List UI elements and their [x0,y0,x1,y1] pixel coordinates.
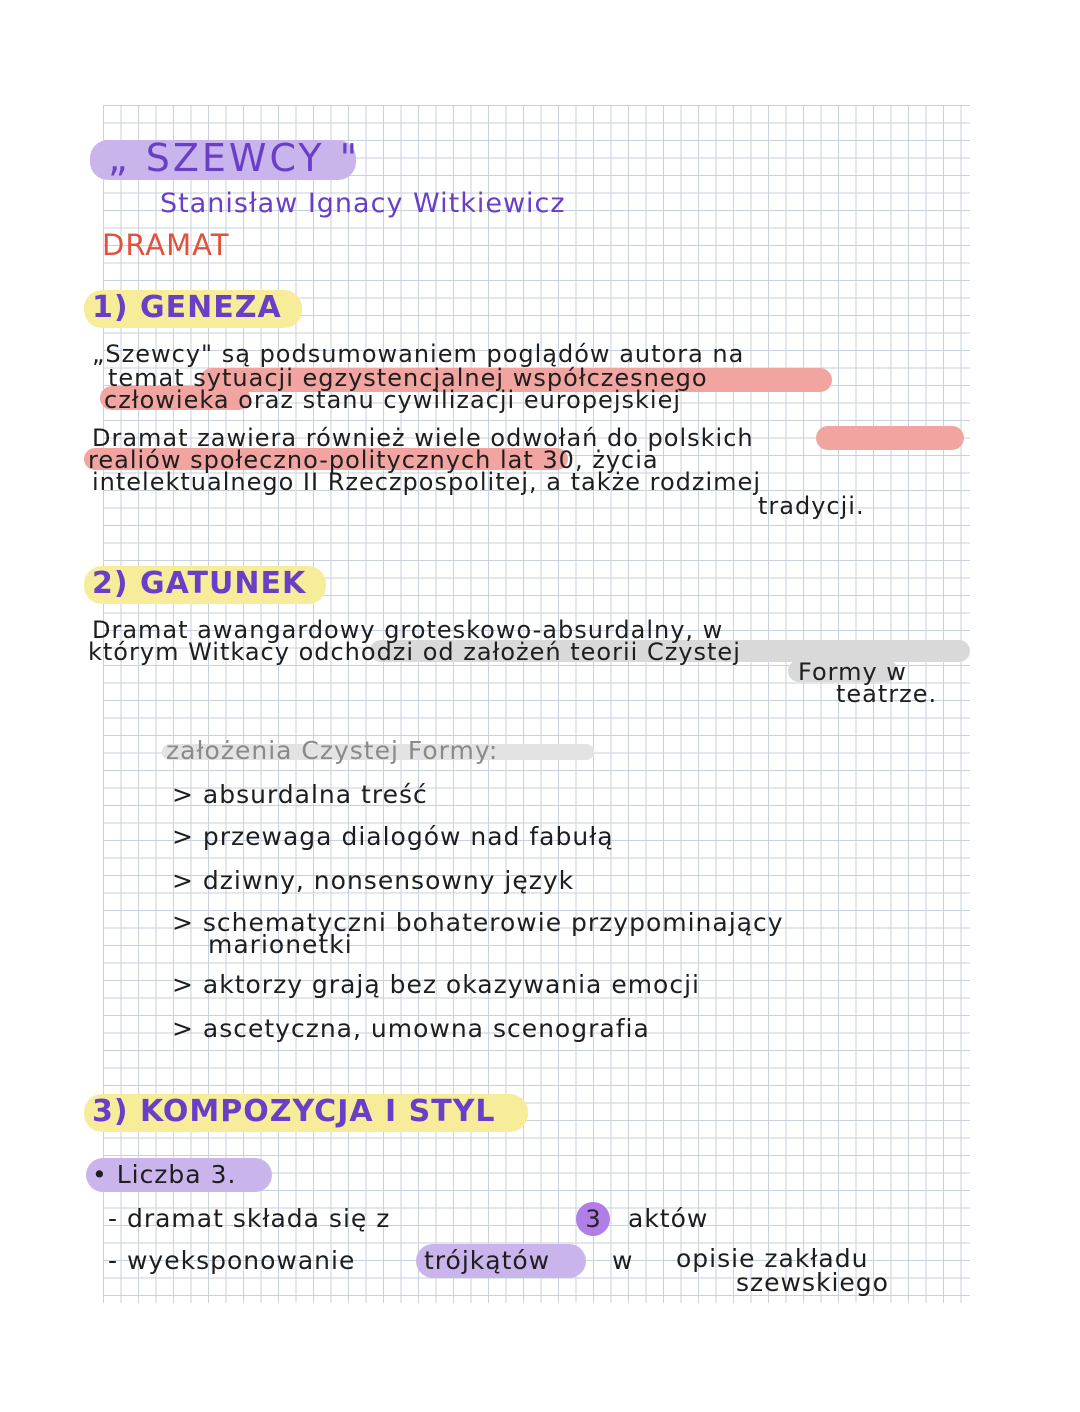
kompozycja-line-1-text: - dramat składa się z [108,1204,391,1233]
kompozycja-line-2-text: - wyeksponowanie [108,1246,356,1275]
trojkatow-word: trójkątów [424,1246,551,1275]
list-item-continuation: marionetki [208,930,353,959]
geneza-line-2: temat sytuacji egzystencjalnej współczesnego [108,364,708,392]
geneza-line-7: tradycji. [758,492,865,520]
section3-heading: 3) KOMPOZYCJA I STYL [92,1094,496,1129]
kompozycja-line-3: szewskiego [736,1268,889,1297]
geneza-line-3: człowieka oraz stanu cywilizacji europejskiej [104,386,681,414]
number-three-circle: 3 [576,1202,610,1236]
genre-label: DRAMAT [102,228,230,262]
author-name: Stanisław Ignacy Witkiewicz [160,188,566,219]
kompozycja-line-2-w: w [612,1246,634,1275]
list-item: > aktorzy grają bez okazywania emocji [172,970,700,999]
list-item: > ascetyczna, umowna scenografia [172,1014,650,1043]
gatunek-line-3: Formy w [798,658,907,686]
highlight-polskich [816,426,964,450]
kompozycja-line-1-end: aktów [628,1204,709,1233]
note-title: „ SZEWCY " [108,136,361,180]
list-item: > przewaga dialogów nad fabułą [172,822,614,851]
geneza-line-4: Dramat zawiera również wiele odwołań do polskich [92,424,754,452]
liczba-bullet: • Liczba 3. [92,1160,237,1189]
list-item: > schematyczni bohaterowie przypominający [172,908,784,937]
pure-form-subheading: założenia Czystej Formy: [166,736,499,765]
geneza-line-1: „Szewcy" są podsumowaniem poglądów autora na [92,340,745,368]
gatunek-line-4: teatrze. [836,680,938,708]
geneza-line-6: intelektualnego II Rzeczpospolitej, a także rodzimej [92,468,761,496]
section2-heading: 2) GATUNEK [92,566,307,601]
geneza-line-5: realiów społeczno-politycznych lat 30, życia [88,446,659,474]
list-item: > absurdalna treść [172,780,428,809]
kompozycja-line-2-end: opisie zakładu [676,1244,869,1273]
gatunek-line-1: Dramat awangardowy groteskowo-absurdalny, w [92,616,724,644]
gatunek-line-2: którym Witkacy odchodzi od założeń teorii Czystej [88,638,741,666]
section1-heading: 1) GENEZA [92,290,282,325]
list-item: > dziwny, nonsensowny język [172,866,575,895]
